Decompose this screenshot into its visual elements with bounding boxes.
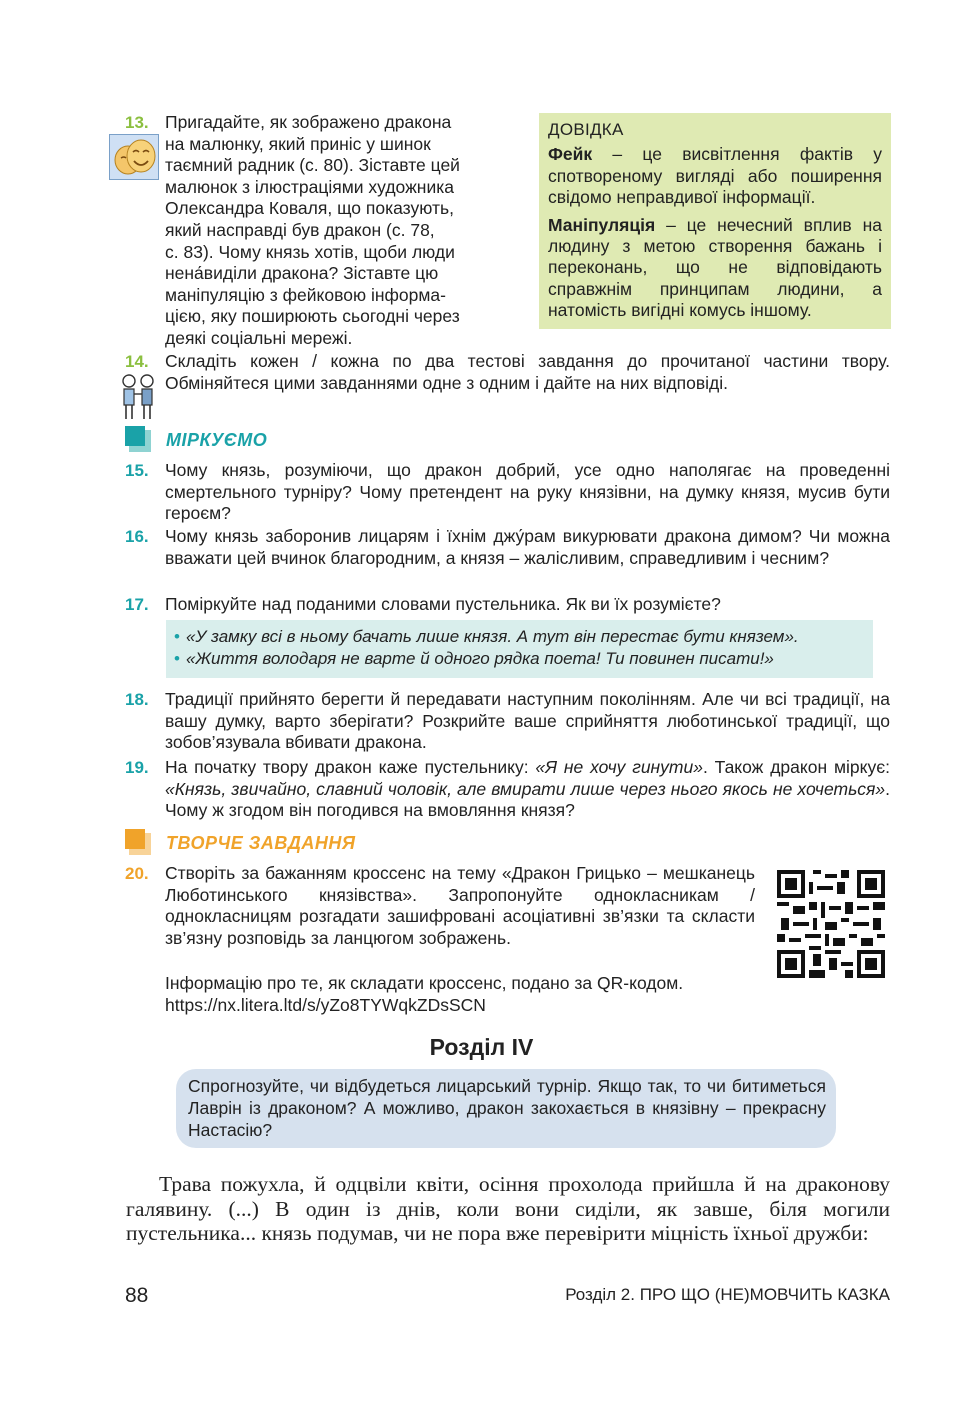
section-think-title: МІРКУЄМО bbox=[166, 430, 268, 450]
question-19-number: 19. bbox=[125, 758, 149, 777]
question-13-number: 13. bbox=[125, 113, 149, 132]
question-17-number: 17. bbox=[125, 595, 149, 614]
page-number: 88 bbox=[125, 1284, 149, 1307]
quote-item: • «У замку всі в ньому бачать лише князя. А тут він перестає бути князем». bbox=[174, 627, 799, 646]
quote-item: • «Життя володаря не варте й одного рядка поета! Ти повинен писати!» bbox=[174, 649, 774, 668]
question-14-text: Складіть кожен / кожна по два тестові завдання до прочитаної частини твору. Обміняйтеся цими завданнями одне з одним і дайте на них відповіді. bbox=[165, 351, 890, 393]
qr-code-icon[interactable] bbox=[777, 870, 885, 978]
hermit-quotes bbox=[166, 620, 873, 678]
question-18-text: Традиції прийнято берегти й передавати наступним поколінням. Але чи всі традиції, на вашу думку, варто зберігати? Розкрийте ваше сприйняття люботинської традиції, що зобов’язувала вбивати дракона. bbox=[165, 689, 890, 753]
question-14-number: 14. bbox=[125, 352, 149, 371]
question-17-text: Поміркуйте над поданими словами пустельника. Як ви їх розумієте? bbox=[165, 594, 721, 614]
qr-url-link[interactable]: https://nx.litera.ltd/s/yZo8TYWqkZDsSCN bbox=[165, 995, 486, 1015]
orange-square-icon bbox=[125, 829, 151, 855]
question-16-number: 16. bbox=[125, 527, 149, 546]
teal-square-icon bbox=[125, 426, 151, 452]
question-18-number: 18. bbox=[125, 690, 149, 709]
question-13-text: Пригадайте, як зображено дракона на малюнку, який приніс у шинок таємний радник (с. 80). Зіставте цей малюнок з ілюстраціями художника Олександра Коваля, що показують, який насправді був дракон (с. 78, с. 83). Чому князь хотів, щоби люди нена́виділи дракона? Зіставте цю маніпуляцію з фейковою інформа- цією, яку поширюють сьогодні через деякі соціальні мережі. bbox=[165, 112, 460, 348]
reference-note bbox=[539, 113, 891, 329]
chapter-title: Розділ IV bbox=[429, 1034, 534, 1060]
question-20-text: Створіть за бажанням кроссенс на тему «Дракон Грицько – мешканець Люботинського князівства». Запропонуйте однокласникам / однокласницям розгадати зашифровані асоціативні зв’язки та скласти зв’язну розповідь за ланцюгом зображень. bbox=[165, 863, 755, 948]
question-16-text: Чому князь заборонив лицарям і їхнім джу́рам викурювати дракона димом? Чи можна вважати цей вчинок благородним, а князя – жалісливим, справедливим і чесним? bbox=[165, 526, 890, 568]
note-definition-fake: Фейк – це висвітлення фактів у спотвореному вигляді або поширення свідомо неправдивої інформації. bbox=[548, 144, 882, 208]
question-15-number: 15. bbox=[125, 461, 149, 480]
question-15-text: Чому князь, розуміючи, що дракон добрий, усе одно наполягає на проведенні смертельного турніру? Чому претендент на руку князівни, на думку князя, мусив бути героєм? bbox=[165, 460, 890, 524]
people-icon bbox=[116, 372, 160, 422]
story-text: Трава пожухла, й одцвіли квіти, осіння прохолода прийшла й на драконову галявину. (...) В один із днів, коли вони сиділи, як завше, біля могили пустельника... князь подумав, чи не пора вже перевірити міцність їхньої дружби: bbox=[126, 1172, 890, 1245]
masks-icon bbox=[109, 134, 159, 180]
prediction-bubble: Спрогнозуйте, чи відбудеться лицарський турнір. Якщо так, то чи битиметься Лаврін із драконом? А можливо, дракон закохається в князівну – прекрасну Настасію? bbox=[176, 1069, 836, 1148]
running-footer: Розділ 2. ПРО ЩО (НЕ)МОВЧИТЬ КАЗКА bbox=[565, 1285, 890, 1304]
question-19-text: На початку твору дракон каже пустельнику: «Я не хочу гинути». Також дракон міркує: «Князь, звичайно, славний чоловік, але вмирати лише через нього якось не хочеться». Чому ж згодом він погодився на вмовляння князя? bbox=[165, 757, 890, 821]
section-creative-title: ТВОРЧЕ ЗАВДАННЯ bbox=[166, 833, 356, 853]
qr-info-text: Інформацію про те, як складати кроссенс, подано за QR-кодом. bbox=[165, 973, 684, 993]
note-header: ДОВІДКА bbox=[548, 120, 624, 139]
question-20-number: 20. bbox=[125, 864, 149, 883]
note-definition-manipulation: Маніпуляція – це нечесний вплив на людину з метою створення бажань і переконань, що не відповідають справжнім принципам людини, а натомість вигідні комусь іншому. bbox=[548, 214, 882, 321]
